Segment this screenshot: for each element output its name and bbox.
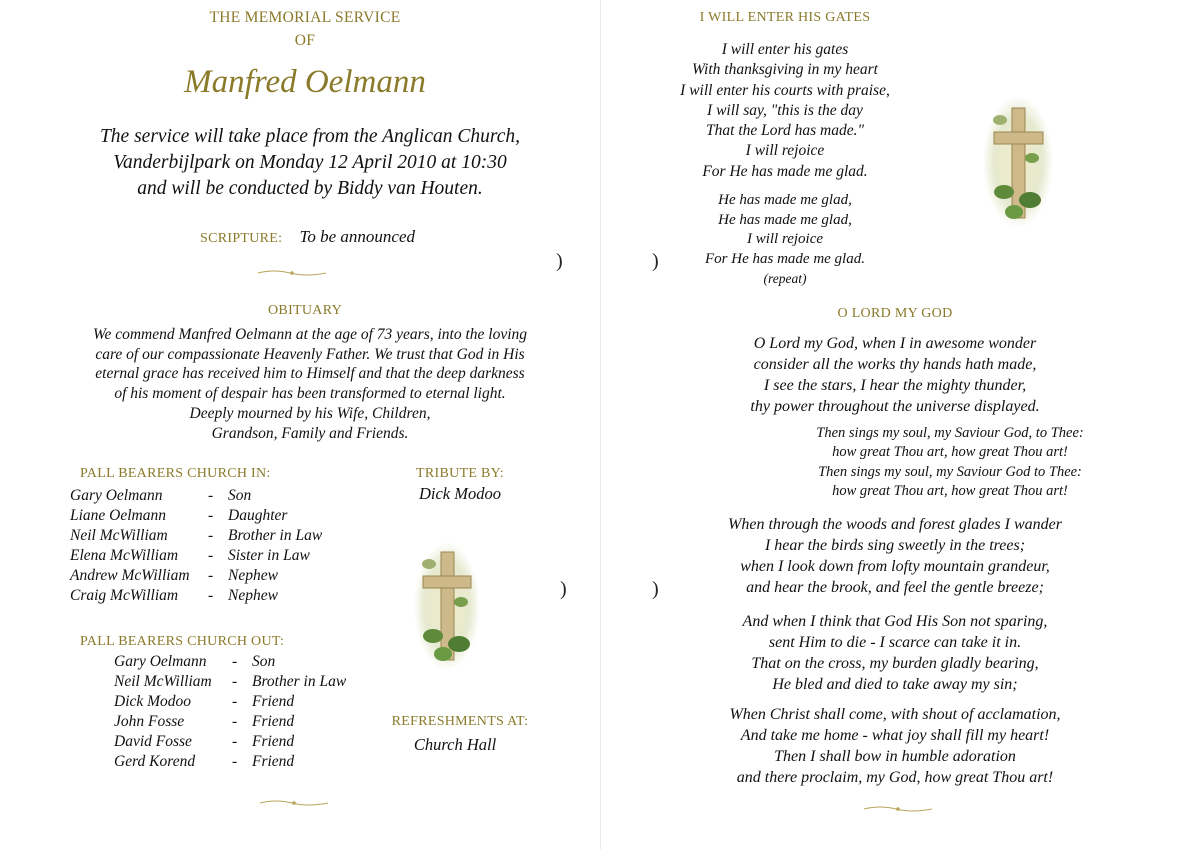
table-row [70, 546, 322, 566]
lyric-line: And take me home - what joy shall fill my heart! [740, 727, 1050, 744]
memorial-title-line1: THE MEMORIAL SERVICE [209, 9, 401, 26]
lyric-line: thy power throughout the universe displayed. [750, 398, 1040, 415]
bearer-relation: Son [228, 487, 252, 504]
table-row [114, 672, 346, 692]
bearer-dash: - [232, 653, 238, 670]
bearer-dash: - [232, 713, 238, 730]
bearer-dash: - [208, 567, 214, 584]
bearer-name: Neil McWilliam [70, 527, 168, 544]
service-line: Vanderbijlpark on Monday 12 April 2010 at 10:30 [113, 152, 507, 173]
obituary-line: Grandson, Family and Friends. [211, 424, 409, 442]
bearer-dash: - [232, 733, 238, 750]
hymn2-chorus [770, 424, 1130, 501]
memorial-title-line2: OF [294, 32, 316, 49]
deceased-name: Manfred Oelmann [184, 64, 426, 100]
fold-mark-icon: ) [652, 578, 659, 600]
lyric-line: That on the cross, my burden gladly bearing, [751, 655, 1039, 672]
lyric-line: I will say, "this is the day [707, 101, 863, 119]
scripture-row [200, 227, 415, 247]
bearer-relation: Nephew [228, 587, 278, 604]
bearer-name: Elena McWilliam [70, 547, 179, 564]
lyric-line: I will enter his courts with praise, [680, 81, 890, 99]
ornament-divider-icon [258, 798, 330, 808]
obituary-line: We commend Manfred Oelmann at the age of 73 years, into the loving [92, 326, 528, 343]
bearer-relation: Son [252, 653, 276, 670]
lyric-line: I will rejoice [745, 142, 825, 160]
table-row [114, 752, 346, 772]
bearer-dash: - [232, 693, 238, 710]
lyric-line: And when I think that God His Son not sparing, [742, 613, 1048, 630]
cross-emblem-icon [413, 540, 481, 672]
table-row [114, 692, 346, 712]
service-details [60, 124, 560, 202]
table-row [70, 486, 322, 506]
service-line: The service will take place from the Anglican Church, [99, 126, 521, 147]
bearer-relation: Sister in Law [228, 547, 310, 564]
table-row [114, 652, 346, 672]
scripture-value: To be announced [299, 227, 415, 246]
bearer-name: Neil McWilliam [114, 673, 212, 690]
bearer-relation: Brother in Law [252, 673, 347, 690]
lyric-line: how great Thou art, how great Thou art! [832, 482, 1068, 499]
hymn1-title: I WILL ENTER HIS GATES [699, 10, 871, 25]
obituary-line: of his moment of despair has been transformed to eternal light. [114, 385, 506, 403]
lyric-line: I see the stars, I hear the mighty thunder, [763, 377, 1027, 394]
lyric-line: Then sings my soul, my Saviour God to Thee: [818, 463, 1082, 480]
obituary-line: eternal grace has received him to Himself and that the deep darkness [95, 365, 525, 383]
bearer-name: John Fosse [114, 713, 185, 730]
lyric-line: He bled and died to take away my sin; [772, 676, 1018, 693]
bearer-dash: - [208, 507, 214, 524]
lyric-line: (repeat) [763, 271, 807, 287]
fold-mark-icon: ) [652, 250, 659, 272]
fold-mark-icon: ) [556, 250, 563, 272]
lyric-line: and there proclaim, my God, how great Thou art! [736, 769, 1054, 786]
lyric-line: and hear the brook, and feel the gentle breeze; [746, 579, 1044, 596]
pall-out-table [114, 652, 346, 772]
bearer-dash: - [208, 547, 214, 564]
bearer-dash: - [232, 753, 238, 770]
hymn1-verse1 [640, 40, 930, 182]
bearer-relation: Daughter [228, 507, 288, 524]
service-line: and will be conducted by Biddy van Houten. [137, 178, 483, 199]
bearer-dash: - [208, 487, 214, 504]
hymn2-title: O LORD MY GOD [837, 306, 953, 321]
lyric-line: when I look down from lofty mountain grandeur, [740, 558, 1050, 575]
table-row [70, 526, 322, 546]
lyric-line: Then sings my soul, my Saviour God, to Thee: [816, 425, 1084, 441]
cross-emblem-icon [982, 94, 1054, 230]
obituary-line: Deeply mourned by his Wife, Children, [189, 404, 431, 422]
lyric-line: When through the woods and forest glades I wander [728, 516, 1062, 533]
bearer-name: Andrew McWilliam [70, 567, 190, 584]
lyric-line: He has made me glad, [718, 192, 852, 208]
bearer-relation: Friend [252, 713, 295, 730]
lyric-line: Then I shall bow in humble adoration [774, 748, 1016, 765]
table-row [114, 732, 346, 752]
bearer-relation: Friend [252, 693, 295, 710]
lyric-line: For He has made me glad. [705, 250, 865, 267]
lyric-line: O Lord my God, when I in awesome wonder [753, 335, 1037, 352]
fold-mark-icon: ) [560, 578, 567, 600]
bearer-name: Gary Oelmann [70, 487, 163, 504]
lyric-line: I will rejoice [746, 231, 824, 248]
pall-out-heading: PALL BEARERS CHURCH OUT: [80, 634, 285, 649]
lyric-line: sent Him to die - I scarce can take it in. [768, 634, 1022, 651]
obituary-heading: OBITUARY [268, 303, 342, 318]
bearer-relation: Brother in Law [228, 527, 323, 544]
lyric-line: consider all the works thy hands hath made, [753, 356, 1037, 373]
page-fold-divider [600, 0, 601, 849]
obituary-line: care of our compassionate Heavenly Father. We trust that God in His [95, 345, 525, 363]
ornament-divider-icon [862, 804, 934, 814]
pall-in-table [70, 486, 322, 606]
hymn2-verse4 [690, 704, 1100, 788]
hymn2-verse1 [700, 333, 1090, 417]
table-row [70, 566, 322, 586]
ornament-divider-icon [256, 268, 328, 278]
table-row [70, 586, 322, 606]
pall-in-heading: PALL BEARERS CHURCH IN: [80, 466, 271, 481]
tribute-heading: TRIBUTE BY: [416, 466, 504, 481]
table-row [70, 506, 322, 526]
hymn1-verse2 [640, 191, 930, 289]
bearer-name: Dick Modoo [114, 693, 192, 710]
lyric-line: For He has made me glad. [702, 162, 868, 180]
bearer-name: David Fosse [114, 733, 192, 750]
refreshments-value: Church Hall [413, 735, 497, 754]
hymn2-verse3 [690, 611, 1100, 695]
obituary-text [40, 325, 580, 443]
refreshments-heading: REFRESHMENTS AT: [391, 714, 529, 729]
bearer-relation: Friend [252, 753, 295, 770]
bearer-relation: Friend [252, 733, 295, 750]
lyric-line: That the Lord has made." [706, 122, 864, 140]
lyric-line: I hear the birds sing sweetly in the trees; [764, 537, 1026, 554]
scripture-label: SCRIPTURE: [200, 231, 283, 246]
bearer-relation: Nephew [228, 567, 278, 584]
lyric-line: how great Thou art, how great Thou art! [832, 444, 1068, 461]
lyric-line: With thanksgiving in my heart [692, 61, 878, 79]
bearer-name: Gerd Korend [114, 753, 196, 770]
bearer-name: Liane Oelmann [70, 507, 167, 524]
bearer-dash: - [208, 587, 214, 604]
bearer-name: Craig McWilliam [70, 587, 179, 604]
memorial-title [150, 6, 460, 52]
bearer-dash: - [208, 527, 214, 544]
lyric-line: He has made me glad, [718, 211, 852, 228]
table-row [114, 712, 346, 732]
bearer-name: Gary Oelmann [114, 653, 207, 670]
lyric-line: I will enter his gates [721, 41, 849, 58]
lyric-line: When Christ shall come, with shout of acclamation, [729, 706, 1061, 723]
bearer-dash: - [232, 673, 238, 690]
tribute-value: Dick Modoo [418, 484, 502, 503]
hymn2-verse2 [690, 514, 1100, 598]
